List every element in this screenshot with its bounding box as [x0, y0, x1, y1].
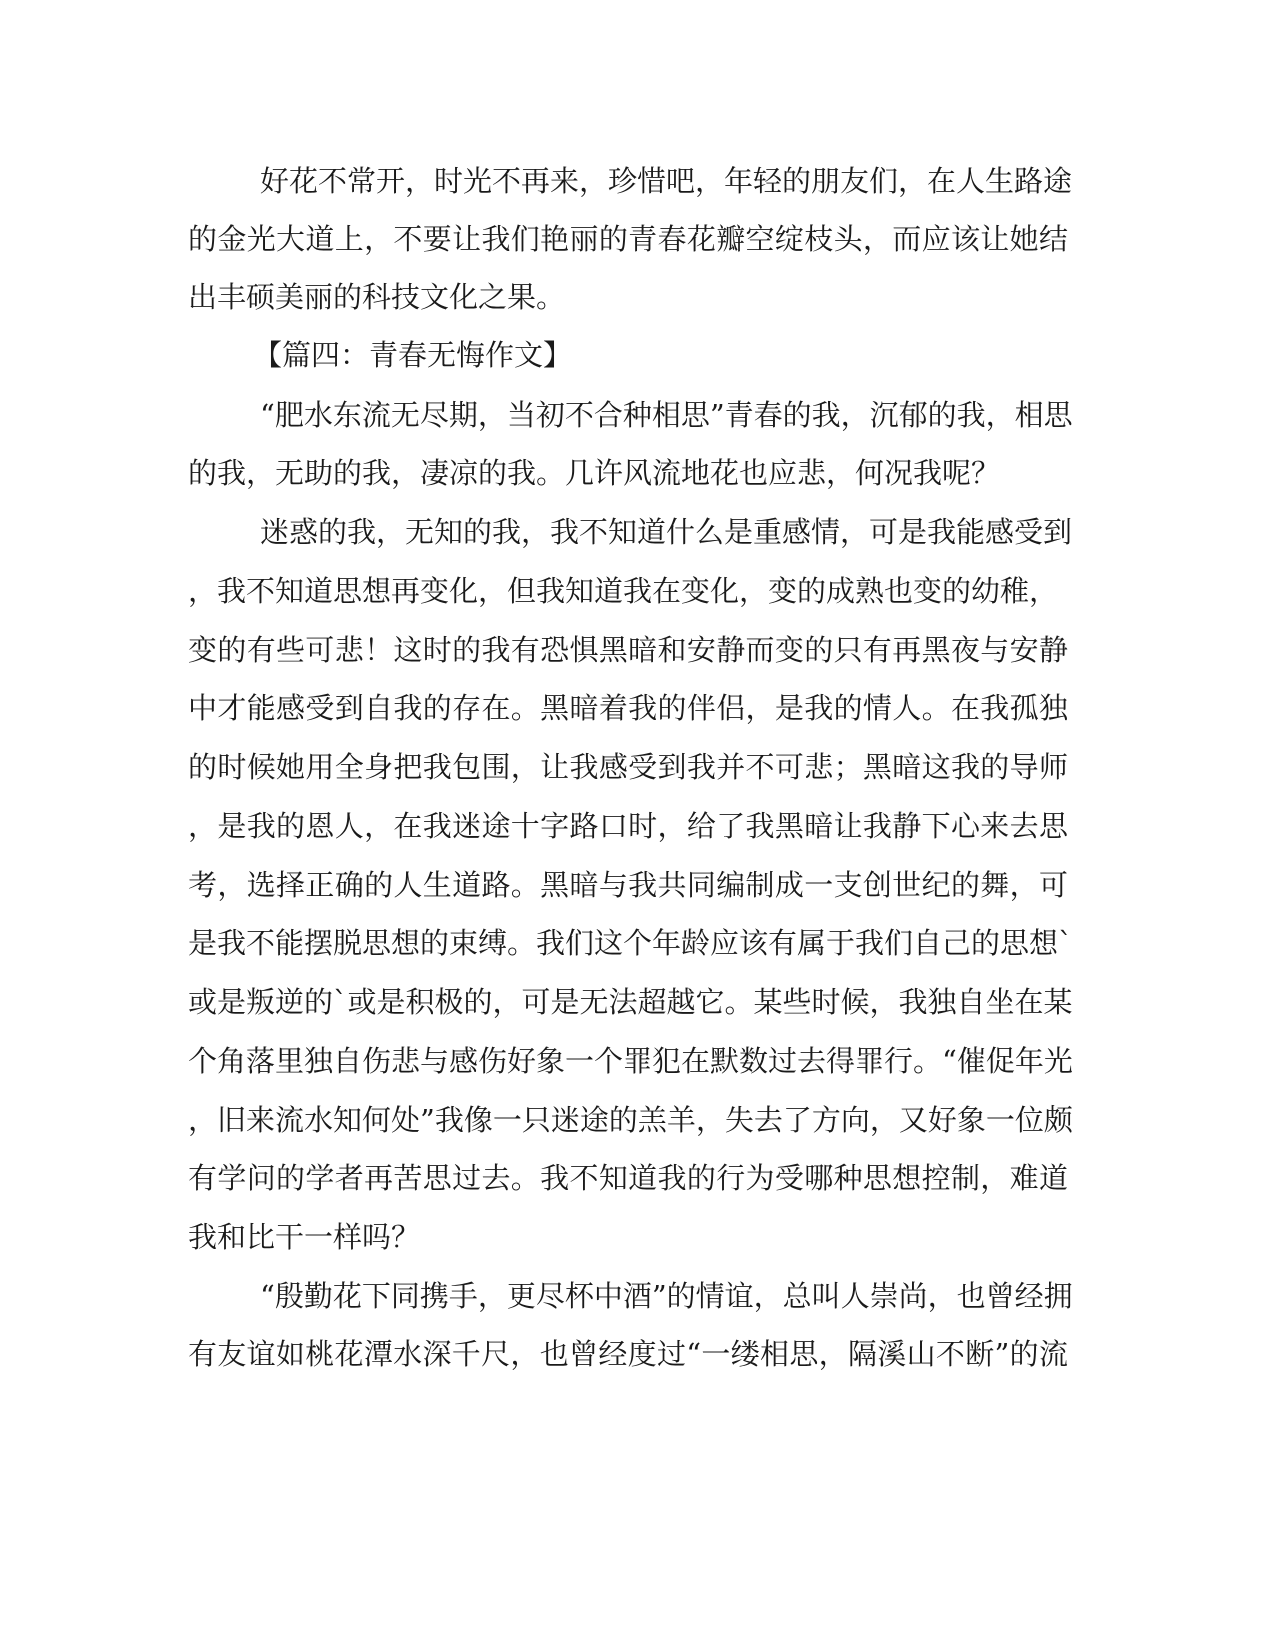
text-line: ，我不知道思想再变化，但我知道我在变化，变的成熟也变的幼稚， — [188, 574, 1059, 608]
text-line: 出丰硕美丽的科技文化之果。 — [188, 280, 566, 314]
text-line: “殷勤花下同携手，更尽杯中酒”的情谊，总叫人崇尚，也曾经拥 — [260, 1279, 1073, 1313]
text-line: 的我，无助的我，凄凉的我。几许风流地花也应悲，何况我呢？ — [188, 456, 1001, 490]
section-heading: 【篇四：青春无悔作文】 — [253, 338, 573, 372]
text-line: 有学问的学者再苦思过去。我不知道我的行为受哪种思想控制，难道 — [188, 1161, 1068, 1195]
text-line: 或是叛逆的`或是积极的，可是无法超越它。某些时候，我独自坐在某 — [188, 985, 1073, 1019]
text-line: ，旧来流水知何处”我像一只迷途的羔羊，失去了方向，又好象一位颇 — [188, 1103, 1073, 1137]
text-line: 我和比干一样吗？ — [188, 1220, 421, 1254]
text-line: 的金光大道上，不要让我们艳丽的青春花瓣空绽枝头，而应该让她结 — [188, 222, 1068, 256]
text-line: 好花不常开，时光不再来，珍惜吧，年轻的朋友们，在人生路途 — [260, 164, 1073, 198]
text-line: 是我不能摆脱思想的束缚。我们这个年龄应该有属于我们自己的思想` — [188, 926, 1073, 960]
text-line: 迷惑的我，无知的我，我不知道什么是重感情，可是我能感受到 — [260, 515, 1073, 549]
text-line: 中才能感受到自我的存在。黑暗着我的伴侣，是我的情人。在我孤独 — [188, 691, 1068, 725]
text-line: 考，选择正确的人生道路。黑暗与我共同编制成一支创世纪的舞，可 — [188, 868, 1068, 902]
text-line: 变的有些可悲！这时的我有恐惧黑暗和安静而变的只有再黑夜与安静 — [188, 633, 1068, 667]
text-line: ，是我的恩人，在我迷途十字路口时，给了我黑暗让我静下心来去思 — [188, 809, 1068, 843]
text-line: “肥水东流无尽期，当初不合种相思”青春的我，沉郁的我，相思 — [260, 398, 1073, 432]
text-line: 的时候她用全身把我包围，让我感受到我并不可悲；黑暗这我的导师 — [188, 750, 1068, 784]
text-line: 有友谊如桃花潭水深千尺，也曾经度过“一缕相思，隔溪山不断”的流 — [188, 1337, 1068, 1371]
text-line: 个角落里独自伤悲与感伤好象一个罪犯在默数过去得罪行。“催促年光 — [188, 1044, 1073, 1078]
